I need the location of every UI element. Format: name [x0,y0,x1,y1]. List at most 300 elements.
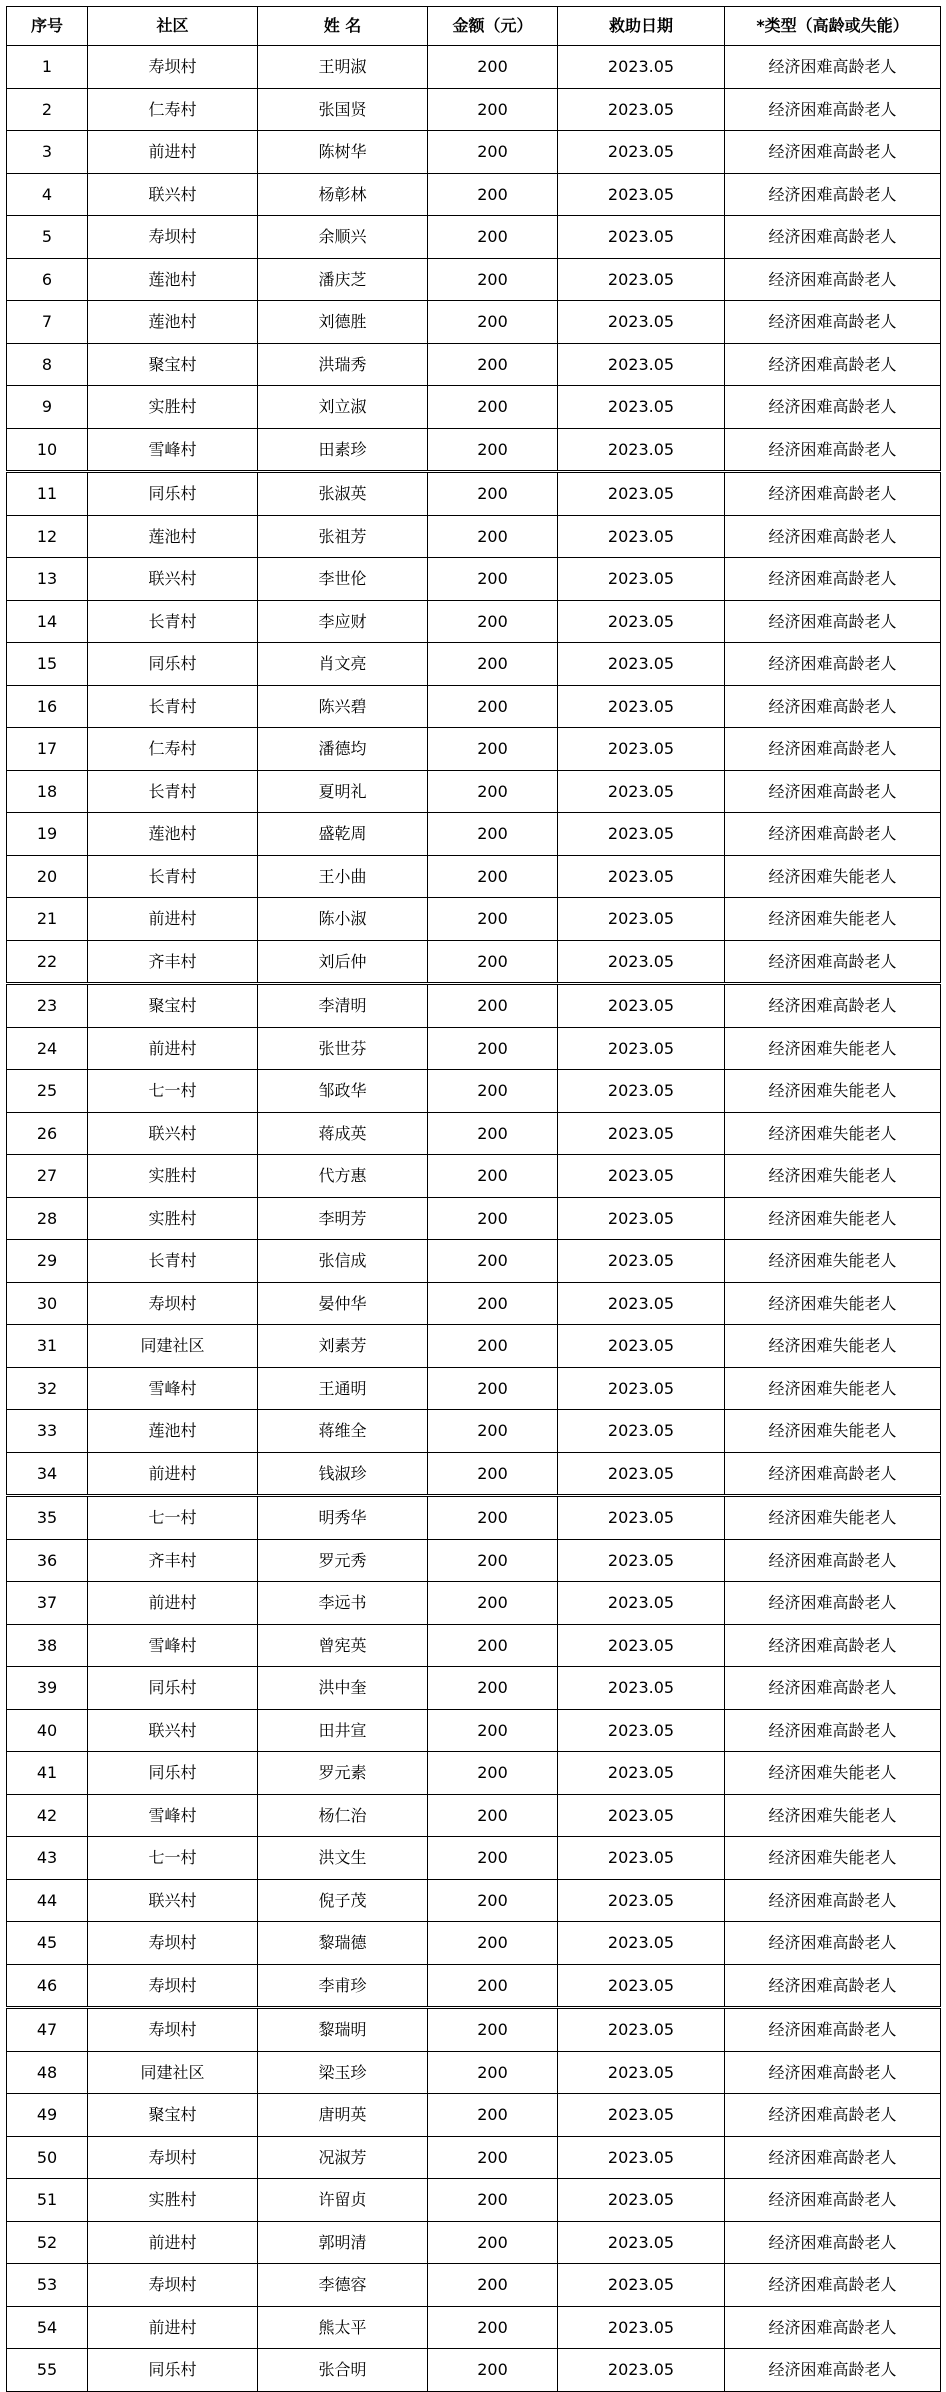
cell-amount: 200 [428,88,558,131]
cell-name: 明秀华 [258,1496,428,1540]
table-row [7,1027,941,1070]
cell-amount: 200 [428,2008,558,2052]
table-row [7,258,941,301]
cell-community: 莲池村 [88,813,258,856]
table-row [7,472,941,516]
table-row [7,173,941,216]
cell-name: 洪文生 [258,1837,428,1880]
cell-community: 七一村 [88,1496,258,1540]
cell-name: 李明芳 [258,1197,428,1240]
cell-community: 前进村 [88,2221,258,2264]
cell-community: 聚宝村 [88,984,258,1028]
table-row [7,984,941,1028]
cell-index: 33 [7,1410,88,1453]
cell-index: 5 [7,216,88,259]
cell-community: 同乐村 [88,1667,258,1710]
cell-type: 经济困难高龄老人 [725,2051,941,2094]
cell-date: 2023.05 [558,2008,725,2052]
cell-community: 莲池村 [88,301,258,344]
cell-community: 长青村 [88,855,258,898]
cell-community: 前进村 [88,1582,258,1625]
cell-community: 前进村 [88,131,258,174]
cell-date: 2023.05 [558,1325,725,1368]
table-row [7,1112,941,1155]
cell-community: 雪峰村 [88,1794,258,1837]
cell-date: 2023.05 [558,984,725,1028]
cell-community: 七一村 [88,1070,258,1113]
cell-type: 经济困难高龄老人 [725,2008,941,2052]
cell-type: 经济困难高龄老人 [725,2264,941,2307]
cell-index: 28 [7,1197,88,1240]
cell-amount: 200 [428,855,558,898]
cell-index: 53 [7,2264,88,2307]
cell-index: 41 [7,1752,88,1795]
cell-date: 2023.05 [558,1794,725,1837]
table-row [7,770,941,813]
table-row [7,216,941,259]
cell-amount: 200 [428,1879,558,1922]
cell-date: 2023.05 [558,1452,725,1496]
table-row [7,1752,941,1795]
cell-date: 2023.05 [558,1240,725,1283]
cell-amount: 200 [428,2179,558,2222]
table-row [7,1410,941,1453]
table-row [7,1325,941,1368]
cell-type: 经济困难高龄老人 [725,1539,941,1582]
cell-amount: 200 [428,386,558,429]
table-row [7,1240,941,1283]
cell-date: 2023.05 [558,685,725,728]
cell-name: 黎瑞德 [258,1922,428,1965]
cell-name: 梁玉珍 [258,2051,428,2094]
cell-community: 莲池村 [88,515,258,558]
table-row [7,685,941,728]
table-row [7,2221,941,2264]
cell-index: 19 [7,813,88,856]
cell-community: 联兴村 [88,558,258,601]
cell-date: 2023.05 [558,1922,725,1965]
table-header-row [7,7,941,46]
cell-type: 经济困难失能老人 [725,1112,941,1155]
cell-community: 莲池村 [88,258,258,301]
cell-amount: 200 [428,600,558,643]
table-row [7,1837,941,1880]
cell-type: 经济困难高龄老人 [725,2094,941,2137]
cell-amount: 200 [428,940,558,984]
cell-amount: 200 [428,1070,558,1113]
cell-index: 44 [7,1879,88,1922]
cell-index: 7 [7,301,88,344]
table-row [7,515,941,558]
cell-community: 联兴村 [88,1879,258,1922]
cell-date: 2023.05 [558,2094,725,2137]
cell-type: 经济困难失能老人 [725,855,941,898]
cell-amount: 200 [428,558,558,601]
cell-index: 46 [7,1964,88,2008]
cell-name: 肖文亮 [258,643,428,686]
cell-amount: 200 [428,2136,558,2179]
table-row [7,1452,941,1496]
table-row [7,301,941,344]
cell-amount: 200 [428,1964,558,2008]
cell-name: 张国贤 [258,88,428,131]
cell-index: 37 [7,1582,88,1625]
cell-community: 联兴村 [88,173,258,216]
cell-amount: 200 [428,216,558,259]
cell-community: 聚宝村 [88,2094,258,2137]
table-row [7,940,941,984]
cell-amount: 200 [428,173,558,216]
cell-index: 9 [7,386,88,429]
cell-name: 张世芬 [258,1027,428,1070]
table-row [7,1539,941,1582]
cell-name: 王小曲 [258,855,428,898]
cell-index: 48 [7,2051,88,2094]
cell-community: 七一村 [88,1837,258,1880]
cell-type: 经济困难失能老人 [725,1367,941,1410]
cell-index: 35 [7,1496,88,1540]
cell-date: 2023.05 [558,1496,725,1540]
cell-index: 4 [7,173,88,216]
cell-amount: 200 [428,131,558,174]
cell-community: 齐丰村 [88,1539,258,1582]
cell-index: 55 [7,2349,88,2392]
cell-community: 实胜村 [88,1155,258,1198]
table-body [7,46,941,2392]
cell-name: 钱淑珍 [258,1452,428,1496]
cell-community: 长青村 [88,1240,258,1283]
cell-type: 经济困难失能老人 [725,1410,941,1453]
cell-name: 许留贞 [258,2179,428,2222]
cell-amount: 200 [428,428,558,472]
cell-type: 经济困难高龄老人 [725,2136,941,2179]
cell-date: 2023.05 [558,216,725,259]
cell-community: 雪峰村 [88,428,258,472]
cell-community: 同乐村 [88,643,258,686]
cell-amount: 200 [428,2094,558,2137]
cell-amount: 200 [428,770,558,813]
cell-index: 47 [7,2008,88,2052]
cell-date: 2023.05 [558,813,725,856]
cell-name: 李世伦 [258,558,428,601]
cell-type: 经济困难失能老人 [725,1197,941,1240]
table-row [7,558,941,601]
cell-amount: 200 [428,1325,558,1368]
cell-type: 经济困难失能老人 [725,1070,941,1113]
cell-date: 2023.05 [558,428,725,472]
cell-amount: 200 [428,685,558,728]
cell-date: 2023.05 [558,600,725,643]
cell-index: 6 [7,258,88,301]
cell-type: 经济困难高龄老人 [725,386,941,429]
cell-date: 2023.05 [558,1667,725,1710]
cell-index: 13 [7,558,88,601]
cell-amount: 200 [428,1452,558,1496]
cell-community: 寿坝村 [88,46,258,89]
cell-date: 2023.05 [558,2051,725,2094]
cell-amount: 200 [428,1794,558,1837]
cell-index: 34 [7,1452,88,1496]
cell-amount: 200 [428,1367,558,1410]
cell-amount: 200 [428,1667,558,1710]
cell-index: 10 [7,428,88,472]
cell-name: 陈树华 [258,131,428,174]
cell-name: 刘德胜 [258,301,428,344]
cell-index: 42 [7,1794,88,1837]
table-row [7,600,941,643]
cell-community: 寿坝村 [88,216,258,259]
cell-date: 2023.05 [558,1112,725,1155]
cell-name: 刘后仲 [258,940,428,984]
header-community: 社区 [88,7,258,46]
cell-type: 经济困难高龄老人 [725,1582,941,1625]
cell-name: 邹政华 [258,1070,428,1113]
cell-name: 况淑芳 [258,2136,428,2179]
cell-index: 29 [7,1240,88,1283]
relief-table [6,6,941,2392]
cell-type: 经济困难失能老人 [725,1282,941,1325]
cell-index: 30 [7,1282,88,1325]
cell-name: 潘德均 [258,728,428,771]
cell-type: 经济困难高龄老人 [725,940,941,984]
cell-index: 31 [7,1325,88,1368]
cell-name: 张淑英 [258,472,428,516]
cell-community: 前进村 [88,2306,258,2349]
cell-amount: 200 [428,728,558,771]
cell-community: 实胜村 [88,2179,258,2222]
table-row [7,813,941,856]
cell-amount: 200 [428,343,558,386]
cell-index: 27 [7,1155,88,1198]
cell-type: 经济困难高龄老人 [725,2179,941,2222]
cell-name: 蒋维全 [258,1410,428,1453]
cell-amount: 200 [428,1837,558,1880]
cell-date: 2023.05 [558,898,725,941]
cell-date: 2023.05 [558,1070,725,1113]
cell-type: 经济困难失能老人 [725,1325,941,1368]
cell-community: 同建社区 [88,2051,258,2094]
cell-name: 洪瑞秀 [258,343,428,386]
cell-date: 2023.05 [558,855,725,898]
cell-name: 蒋成英 [258,1112,428,1155]
cell-date: 2023.05 [558,88,725,131]
cell-community: 实胜村 [88,386,258,429]
cell-type: 经济困难高龄老人 [725,1964,941,2008]
cell-type: 经济困难高龄老人 [725,88,941,131]
cell-community: 同乐村 [88,1752,258,1795]
cell-index: 11 [7,472,88,516]
cell-date: 2023.05 [558,2349,725,2392]
table-row [7,1624,941,1667]
cell-type: 经济困难高龄老人 [725,216,941,259]
table-row [7,898,941,941]
table-row [7,2136,941,2179]
cell-index: 14 [7,600,88,643]
cell-community: 联兴村 [88,1112,258,1155]
cell-date: 2023.05 [558,1837,725,1880]
cell-date: 2023.05 [558,558,725,601]
cell-date: 2023.05 [558,386,725,429]
table-row [7,1155,941,1198]
cell-index: 12 [7,515,88,558]
cell-date: 2023.05 [558,173,725,216]
cell-community: 仁寿村 [88,88,258,131]
cell-index: 16 [7,685,88,728]
table-row [7,1794,941,1837]
cell-name: 田素珍 [258,428,428,472]
cell-index: 8 [7,343,88,386]
cell-name: 刘立淑 [258,386,428,429]
table-row [7,343,941,386]
cell-type: 经济困难高龄老人 [725,1667,941,1710]
table-row [7,2264,941,2307]
cell-date: 2023.05 [558,2306,725,2349]
table-row [7,131,941,174]
cell-index: 22 [7,940,88,984]
cell-type: 经济困难高龄老人 [725,515,941,558]
cell-community: 聚宝村 [88,343,258,386]
cell-community: 齐丰村 [88,940,258,984]
cell-index: 20 [7,855,88,898]
cell-name: 洪中奎 [258,1667,428,1710]
table-row [7,1964,941,2008]
cell-index: 38 [7,1624,88,1667]
cell-index: 50 [7,2136,88,2179]
cell-type: 经济困难失能老人 [725,1496,941,1540]
cell-date: 2023.05 [558,1964,725,2008]
cell-name: 代方惠 [258,1155,428,1198]
table-row [7,2179,941,2222]
cell-name: 余顺兴 [258,216,428,259]
cell-name: 李甫珍 [258,1964,428,2008]
cell-amount: 200 [428,46,558,89]
cell-community: 实胜村 [88,1197,258,1240]
cell-community: 前进村 [88,1452,258,1496]
cell-date: 2023.05 [558,643,725,686]
table-row [7,46,941,89]
table-row [7,1282,941,1325]
cell-date: 2023.05 [558,2136,725,2179]
table-row [7,1879,941,1922]
table-row [7,643,941,686]
table-row [7,88,941,131]
cell-name: 王通明 [258,1367,428,1410]
cell-type: 经济困难高龄老人 [725,1879,941,1922]
cell-name: 唐明英 [258,2094,428,2137]
cell-community: 雪峰村 [88,1624,258,1667]
cell-name: 盛乾周 [258,813,428,856]
cell-amount: 200 [428,643,558,686]
table-row [7,2306,941,2349]
cell-date: 2023.05 [558,1752,725,1795]
cell-amount: 200 [428,2306,558,2349]
cell-amount: 200 [428,1410,558,1453]
table-row [7,728,941,771]
table-row [7,1367,941,1410]
cell-index: 43 [7,1837,88,1880]
cell-community: 同乐村 [88,472,258,516]
cell-amount: 200 [428,1112,558,1155]
cell-name: 曾宪英 [258,1624,428,1667]
cell-index: 52 [7,2221,88,2264]
cell-community: 寿坝村 [88,2008,258,2052]
cell-date: 2023.05 [558,1879,725,1922]
cell-type: 经济困难失能老人 [725,1752,941,1795]
cell-type: 经济困难高龄老人 [725,984,941,1028]
cell-type: 经济困难高龄老人 [725,1709,941,1752]
cell-community: 寿坝村 [88,2264,258,2307]
cell-date: 2023.05 [558,515,725,558]
table-row [7,1070,941,1113]
cell-index: 45 [7,1922,88,1965]
cell-community: 前进村 [88,1027,258,1070]
cell-type: 经济困难高龄老人 [725,770,941,813]
cell-index: 24 [7,1027,88,1070]
cell-community: 长青村 [88,770,258,813]
cell-date: 2023.05 [558,2264,725,2307]
cell-date: 2023.05 [558,1197,725,1240]
cell-index: 26 [7,1112,88,1155]
cell-index: 39 [7,1667,88,1710]
cell-date: 2023.05 [558,1582,725,1625]
table-row [7,428,941,472]
cell-index: 25 [7,1070,88,1113]
table-row [7,2051,941,2094]
cell-name: 倪子茂 [258,1879,428,1922]
cell-name: 刘素芳 [258,1325,428,1368]
cell-date: 2023.05 [558,472,725,516]
cell-name: 张信成 [258,1240,428,1283]
table-row [7,386,941,429]
cell-name: 陈小淑 [258,898,428,941]
cell-amount: 200 [428,1027,558,1070]
header-amount: 金额（元） [428,7,558,46]
cell-date: 2023.05 [558,1624,725,1667]
cell-type: 经济困难高龄老人 [725,343,941,386]
cell-date: 2023.05 [558,1367,725,1410]
cell-amount: 200 [428,2221,558,2264]
cell-amount: 200 [428,1197,558,1240]
cell-name: 潘庆芝 [258,258,428,301]
cell-amount: 200 [428,2051,558,2094]
cell-name: 夏明礼 [258,770,428,813]
table-row [7,2349,941,2392]
cell-community: 莲池村 [88,1410,258,1453]
cell-index: 36 [7,1539,88,1582]
cell-name: 杨彰林 [258,173,428,216]
cell-name: 晏仲华 [258,1282,428,1325]
cell-name: 张合明 [258,2349,428,2392]
table-row [7,1922,941,1965]
cell-type: 经济困难高龄老人 [725,428,941,472]
cell-date: 2023.05 [558,46,725,89]
header-type: *类型（高龄或失能） [725,7,941,46]
table-row [7,1197,941,1240]
cell-type: 经济困难高龄老人 [725,643,941,686]
cell-index: 49 [7,2094,88,2137]
cell-amount: 200 [428,1582,558,1625]
cell-type: 经济困难高龄老人 [725,1624,941,1667]
cell-type: 经济困难失能老人 [725,898,941,941]
table-row [7,855,941,898]
cell-community: 前进村 [88,898,258,941]
cell-name: 熊太平 [258,2306,428,2349]
cell-type: 经济困难失能老人 [725,1240,941,1283]
cell-name: 罗元素 [258,1752,428,1795]
cell-amount: 200 [428,1922,558,1965]
cell-amount: 200 [428,1240,558,1283]
cell-community: 寿坝村 [88,1922,258,1965]
